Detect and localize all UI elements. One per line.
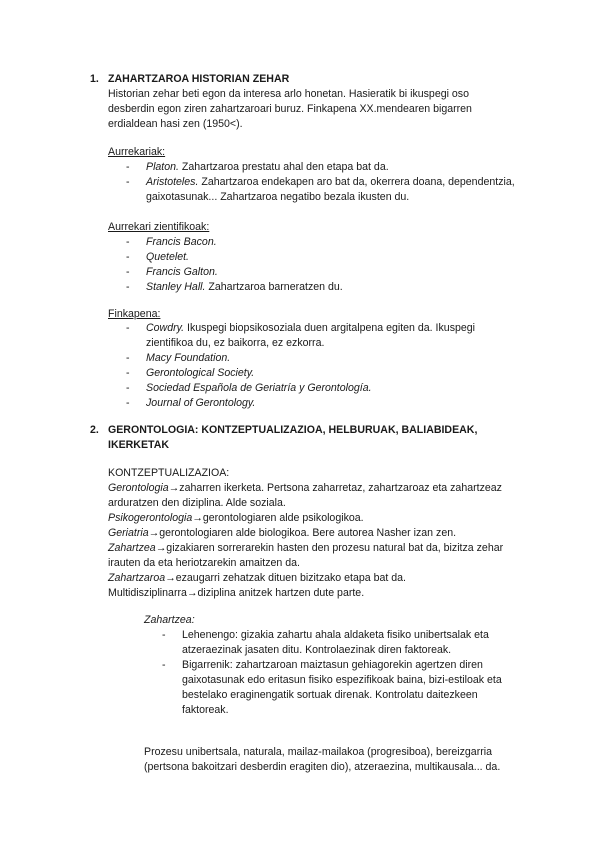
list-item: - Cowdry. Ikuspegi biopsikosoziala duen argitalpena egiten da. Ikuspegi zientifikoa du, ez baikorra, ez ezkorra. (126, 322, 476, 349)
finkapena-list (126, 321, 506, 411)
section-2-heading (90, 423, 478, 451)
definition-term: Gerontologia (108, 482, 169, 494)
definitions-block (108, 481, 533, 601)
definition: Multidisziplinarra→diziplina anitzek hartzen dute parte. (108, 587, 365, 599)
definition: Zahartzea→gizakiaren sorrerarekin hasten den prozesu natural bat da, bizitza zehar irauten da eta heriotzarekin amaitzen da. (108, 542, 504, 569)
definition-term: Geriatria (108, 527, 149, 539)
list-item: - Lehenengo: gizakia zahartu ahala aldaketa fisiko unibertsalak eta atzeraezinak jasaten ditu. Kontrolaezinak diren faktoreak. (162, 629, 489, 656)
list-item: - Quetelet. (126, 251, 189, 263)
zientifikoak-heading: Aurrekari zientifikoak: (108, 221, 210, 233)
section-2-number: 2. (90, 424, 99, 436)
section-1-heading (90, 72, 290, 87)
list-item: - Bigarrenik: zahartzaroan maiztasun gehiagorekin agertzen diren gaixotasunak edo eritasun fisiko espezifikoak baina, bizi-estiloak eta bestelako eraginengatik sortuak direnak. Kontrolatu daitezkeen faktoreak. (162, 659, 502, 716)
definition: Zahartzaroa→ezaugarri zehatzak dituen bizitzako etapa bat da. (108, 572, 406, 584)
list-item: - Aristoteles. Zahartzaroa endekapen aro bat da, okerrera doana, dependentzia, gaixotasunak... Zahartzaroa negatibo bezala ikusten du. (126, 176, 515, 203)
kontzeptualizazioa-heading: KONTZEPTUALIZAZIOA: (108, 467, 230, 479)
definition-term: Zahartzea (108, 542, 156, 554)
section-1-number: 1. (90, 73, 99, 85)
list-item: - Francis Bacon. (126, 236, 217, 248)
definition: Psikogerontologia→gerontologiaren alde psikologikoa. (108, 512, 364, 524)
section-1-title: ZAHARTZAROA HISTORIAN ZEHAR (108, 73, 290, 85)
zahartzea-list (162, 628, 522, 718)
closing-paragraph: Prozesu unibertsala, naturala, mailaz-mailakoa (progresiboa), bereizgarria (pertsona bakoitzari desberdin eragiten dio), atzeraezina, multikausala... da. (144, 746, 501, 773)
aurrekariak-list (126, 160, 516, 205)
section-1-intro: Historian zehar beti egon da interesa arlo honetan. Hasieratik bi ikuspegi oso desberdin egon ziren zahartzaroari buruz. Finkapena XX.mendearen bigarren erdialdean hasi zen (1950<). (108, 88, 472, 130)
list-item: - Platon. Zahartzaroa prestatu ahal den etapa bat da. (126, 161, 389, 173)
list-item: - Journal of Gerontology. (126, 397, 256, 409)
section-2-title: GERONTOLOGIA: KONTZEPTUALIZAZIOA, HELBURUAK, BALIABIDEAK, IKERKETAK (108, 424, 478, 451)
list-item: - Macy Foundation. (126, 352, 231, 364)
person-name: Aristoteles. (146, 176, 199, 188)
list-item: - Gerontological Society. (126, 367, 255, 379)
finkapena-heading: Finkapena: (108, 308, 161, 320)
definition-term: Zahartzaroa (108, 572, 166, 584)
definition: Geriatria→gerontologiaren alde biologikoa. Bere autorea Nasher izan zen. (108, 527, 457, 539)
zientifikoak-list (126, 235, 526, 295)
definition-term: Psikogerontologia (108, 512, 193, 524)
list-item: - Francis Galton. (126, 266, 218, 278)
definition: Gerontologia→zaharren ikerketa. Pertsona zaharretaz, zahartzaroaz eta zahartzeaz arduratzen den diziplina. Alde soziala. (108, 482, 502, 509)
person-name: Platon. (146, 161, 179, 173)
aurrekariak-heading: Aurrekariak: (108, 146, 166, 158)
list-item: - Sociedad Española de Geriatría y Gerontología. (126, 382, 372, 394)
list-item: - Stanley Hall. Zahartzaroa barneratzen du. (126, 281, 343, 293)
zahartzea-heading: Zahartzea: (144, 614, 195, 626)
